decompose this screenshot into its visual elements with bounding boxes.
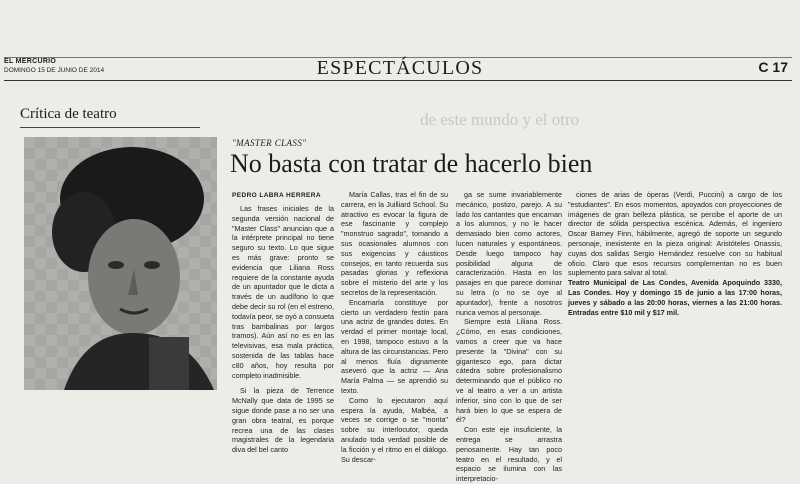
paragraph: Si la pieza de Terrence McNally que data de 1995 se sigue donde pase a no ser una gran obra teatral, es porque recrea una de las clases magistrales de la legendaria diva del bel canto — [232, 386, 334, 455]
paragraph: ciones de arias de óperas (Verdi, Puccini) a cargo de los "estudiantes". En esos momentos, apoyados con proyecciones de imágenes de gran belleza plástica, se percibe el aporte de un director de sólida perspectiva escénica. Además, el ingeniero Oscar Barney Finn, hábilmente, agregó de soporte un segundo personaje, inexistente en la pieza original: Aristóteles Onassis, cuyas dos salidas Sergio Hernández resuelve con su habitual oficio. Claro que esos recursos complementan no es buen suplemento para salvar al total. — [568, 190, 782, 278]
actress-photo-illustration — [24, 137, 217, 390]
article-byline: PEDRO LABRA HERRERA — [232, 192, 321, 199]
section-title: ESPECTÁCULOS — [316, 57, 484, 79]
masthead — [0, 0, 800, 80]
paragraph: Con este eje insuficiente, la entrega se arrastra penosamente. Hay tan poco teatro en el resultado, y el espacio se ilumina con las interpretacio- — [456, 425, 562, 484]
article-kicker: "MASTER CLASS" — [232, 138, 307, 148]
actress-photo — [24, 137, 217, 390]
article-column-3 — [456, 190, 562, 484]
article-column-1 — [232, 204, 334, 455]
article-column-2 — [341, 190, 448, 464]
bleed-through-teaser: de este mundo y el otro — [420, 110, 580, 129]
article-headline: No basta con tratar de hacerlo bien — [230, 149, 593, 178]
venue-info: Teatro Municipal de Las Condes, Avenida Apoquindo 3330, Las Condes. Hoy y domingo 15 de junio a las 17:00 horas, jueves y sábado a las 20:00 horas, viernes a las 21:00 horas. Entradas entre $10 mil y $17 mil. — [568, 278, 782, 317]
paragraph: María Callas, tras el fin de su carrera, en la Juilliard School. Su atractivo es evocar la figura de ese fascinante y complejo "monstruo sagrado", tomando a sus ocasionales alumnos con sus exigencias y cáusticos consejos, en tanto recuerda sus pasadas glorias y reflexiona sobre el misterio del arte y los secretos de la representación. — [341, 190, 448, 297]
paragraph: Como lo ejecutaron aquí espera la ayuda, Malbéa, a veces se corrige o se "monta" sobre su interlocutor, queda anulado toda verdad posible de la ficción y el ritmo en el diálogo. Su descar- — [341, 395, 448, 464]
critic-rule — [20, 127, 200, 128]
masthead-bottom-rule — [4, 80, 792, 81]
paragraph: Las frases iniciales de la segunda versión nacional de "Master Class" anuncian que a la intérprete principal no tiene seguro su texto. Lo que sigue es más grave: pronto se evidencia que Liliana Ross requiere de la constante ayuda de un apuntador que le dicta a través de un audífono lo que debe decir su rol (en el estreno, todavía peor, se oyó a consueta tras bambalinas por largos tramos). Aún así no es en las televisivas, esa mala práctica, sostenida de las tablas hace c80 años, hoy resulta por completo inadmisible. — [232, 204, 334, 380]
paragraph: Siempre está Liliana Ross. ¿Cómo, en esas condiciones, vamos a creer que va hace presente la "Divina" con su gigantesco ego, para dictar cátedra sobre profesionalismo determinando que el público no ve al teatro a ver a un artista inferior, sino con lo que de ser hará bien lo que se espera de él? — [456, 317, 562, 425]
paragraph: ga se sume invariablemente mecánico, postizo, parejo. A su lado los cantantes que encarnan a los alumnos, y no le hacer demasiado bien como actores, lucen naturales y espontáneos. Desde luego tampoco hay posibilidad alguna de caracterización. Hasta en los pasajes en que parece dominar su letra (o no se oye al apuntador), frente a nosotros nunca vemos al personaje. — [456, 190, 562, 317]
paper-date: DOMINGO 15 DE JUNIO DE 2014 — [4, 67, 105, 74]
critic-label: Crítica de teatro — [20, 106, 117, 122]
paragraph: Encarnarla constituye por cierto un verdadero festín para una actriz de grandes dotes. En verdad el primer montaje local, en 1998, tampoco estuvo a la altura de las circunstancias. Pero al menos fluía dignamente aseveró que la actriz — Ana María Palma — se aprendió su texto. — [341, 297, 448, 395]
page-number: C 17 — [758, 59, 788, 75]
paper-name: EL MERCURIO — [4, 58, 57, 65]
article-column-4 — [568, 190, 782, 317]
